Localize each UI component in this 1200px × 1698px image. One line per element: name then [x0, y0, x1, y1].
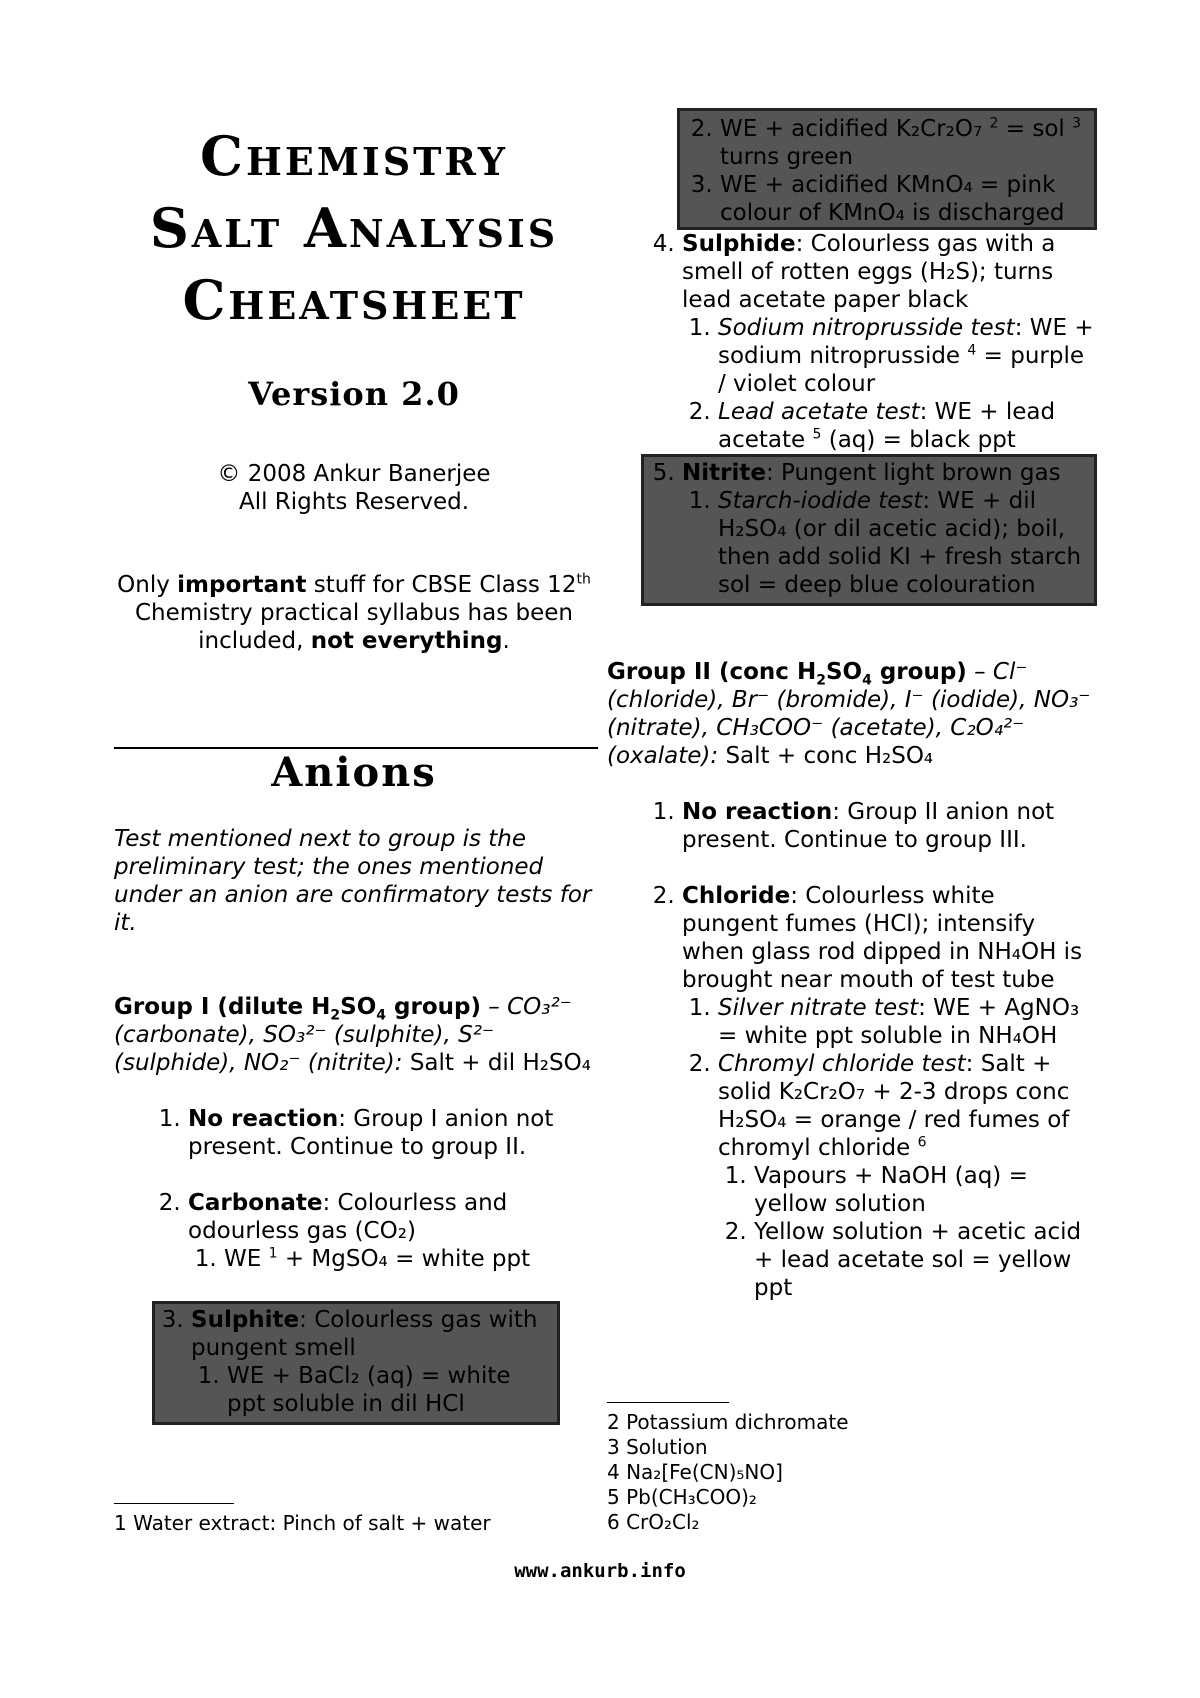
- version-label: Version 2.0: [248, 375, 460, 413]
- list-item: 1. Starch-iodide test: WE + dil H₂SO₄ (or dil acetic acid); boil, then add solid KI + fresh starch sol = deep blue colouration: [718, 487, 1094, 599]
- anions-heading: Anions: [271, 749, 437, 796]
- title-line-2: Salt Analysis: [149, 196, 559, 260]
- list-item: 1. Vapours + NaOH (aq) = yellow solution: [754, 1162, 1097, 1218]
- group-2-heading: [607, 658, 1097, 770]
- intro-text: .: [502, 628, 510, 654]
- list-item: 2. Chromyl chloride test: Salt + solid K₂Cr₂O₇ + 2-3 drops conc H₂SO₄ = orange / red fumes of chromyl chloride $^6$ 1. Vapours + NaOH (aq) = yellow solution 2. Yellow solution + acetic acid + lead acetate sol = yellow ppt: [718, 1050, 1097, 1302]
- group-1-test: Salt + dil H₂SO₄: [402, 1050, 591, 1076]
- sulphite-tests: [191, 1362, 555, 1418]
- footer-url: www.ankurb.info: [514, 1560, 686, 1582]
- group-2-anions: – Cl⁻ (chloride), Br⁻ (bromide), I⁻ (iodide), NO₃⁻ (nitrate), CH₃COO⁻ (acetate), C₂O₄²⁻ (oxalate):: [607, 659, 1091, 769]
- footnote-rule-right: [607, 1402, 729, 1403]
- section-divider: [114, 747, 598, 749]
- sulphide-tests: [682, 314, 1097, 454]
- list-item: 1. WE $^1$ + MgSO₄ = white ppt: [224, 1245, 594, 1273]
- list-item: 4. Sulphide: Colourless gas with a smell of rotten eggs (H₂S); turns lead acetate paper black 1. Sodium nitroprusside test: WE + sodium nitroprusside $^4$ = purple / violet colour 2. Lead acetate test: WE + lead acetate $^5$ (aq) = black ppt: [682, 230, 1097, 454]
- anions-note: Test mentioned next to group is the preliminary test; the ones mentioned under an anion are confirmatory tests for it.: [114, 826, 592, 936]
- footnote-3: 3 Solution: [607, 1435, 708, 1459]
- group-1-list-continued: [607, 230, 1097, 454]
- copyright-line-1: © 2008 Ankur Banerjee: [217, 461, 491, 487]
- chromyl-chloride-steps: [718, 1162, 1097, 1302]
- list-item: 2. Lead acetate test: WE + lead acetate $^5$ (aq) = black ppt: [718, 398, 1097, 454]
- sulphite-continued-box: [677, 108, 1097, 230]
- list-item: 2. Chloride: Colourless white pungent fumes (HCl); intensify when glass rod dipped in NH₄OH is brought near mouth of test tube 1. Silver nitrate test: WE + AgNO₃ = white ppt soluble in NH₄OH 2. Chromyl chloride test: Salt + solid K₂Cr₂O₇ + 2-3 drops conc H₂SO₄ = orange / red fumes of chromyl chloride $^6$ 1. Vapours + NaOH (aq) = yellow solution 2. Yellow solution + acetic acid + lead acetate sol = yellow ppt: [682, 882, 1097, 1302]
- intro-sup: th: [576, 571, 591, 588]
- group-2-name: Group II (conc $H_2SO_4$ group): [607, 659, 967, 689]
- sulphite-tests-continued: [680, 115, 1094, 227]
- footnotes-right: [607, 1410, 849, 1535]
- list-item: 1. Silver nitrate test: WE + AgNO₃ = white ppt soluble in NH₄OH: [718, 994, 1097, 1050]
- nitrite-tests: [682, 487, 1094, 599]
- footnote-2: 2 Potassium dichromate: [607, 1410, 849, 1434]
- sulphite-box: [152, 1301, 560, 1425]
- list-item: 1. Sodium nitroprusside test: WE + sodium nitroprusside $^4$ = purple / violet colour: [718, 314, 1097, 398]
- list-item: 2. Yellow solution + acetic acid + lead acetate sol = yellow ppt: [754, 1218, 1097, 1302]
- list-item: 2. Carbonate: Colourless and odourless gas (CO₂) 1. WE $^1$ + MgSO₄ = white ppt: [188, 1189, 594, 1273]
- title-line-1: Chemistry: [200, 124, 508, 188]
- intro-text: Chemistry practical syllabus has been included,: [135, 600, 573, 654]
- footnote-6: 6 CrO₂Cl₂: [607, 1510, 700, 1534]
- title-line-3: Cheatsheet: [182, 268, 526, 332]
- footnote-1: 1 Water extract: Pinch of salt + water: [114, 1511, 491, 1535]
- list-item: 5. Nitrite: Pungent light brown gas 1. Starch-iodide test: WE + dil H₂SO₄ (or dil acetic acid); boil, then add solid KI + fresh starch sol = deep blue colouration: [682, 459, 1094, 599]
- sulphite-list: [155, 1306, 555, 1418]
- copyright-line-2: All Rights Reserved.: [238, 489, 470, 515]
- intro-bold: not everything: [310, 628, 503, 654]
- group-1-heading: [114, 993, 594, 1077]
- footnote-rule-left: [114, 1503, 234, 1504]
- list-item: 1. No reaction: Group I anion not present. Continue to group II.: [188, 1105, 594, 1161]
- list-item: 3. WE + acidified KMnO₄ = pink colour of KMnO₄ is discharged: [720, 171, 1094, 227]
- list-item: 1. No reaction: Group II anion not present. Continue to group III.: [682, 798, 1097, 854]
- intro-text: stuff for CBSE Class 12: [306, 572, 577, 598]
- chloride-tests: [682, 994, 1097, 1302]
- copyright-block: [114, 460, 594, 516]
- nitrite-box: [641, 454, 1097, 606]
- nitrite-list: [644, 459, 1094, 599]
- right-column: [607, 108, 1097, 1302]
- group-2-test: Salt + conc H₂SO₄: [718, 743, 934, 769]
- list-item: 2. WE + acidified K₂Cr₂O₇ $^2$ = sol $^3$ turns green: [720, 115, 1094, 171]
- footnote-5: 5 Pb(CH₃COO)₂: [607, 1485, 757, 1509]
- carbonate-tests: [188, 1245, 594, 1273]
- group-2-list: [607, 798, 1097, 1302]
- list-item: 1. WE + BaCl₂ (aq) = white ppt soluble in dil HCl: [227, 1362, 555, 1418]
- intro-bold: important: [177, 572, 307, 598]
- document-title: [114, 120, 594, 336]
- intro-paragraph: [114, 571, 594, 655]
- group-1-name: Group I (dilute $H_2SO_4$ group): [114, 994, 481, 1024]
- intro-text: Only: [117, 572, 178, 598]
- group-1-list: [114, 1105, 594, 1273]
- group-1-anions: – CO₃²⁻ (carbonate), SO₃²⁻ (sulphite), S²⁻ (sulphide), NO₂⁻ (nitrite):: [114, 994, 572, 1076]
- footnote-4: 4 Na₂[Fe(CN)₅NO]: [607, 1460, 783, 1484]
- left-column: [114, 120, 594, 1425]
- list-item: 3. Sulphite: Colourless gas with pungent smell 1. WE + BaCl₂ (aq) = white ppt soluble in dil HCl: [191, 1306, 555, 1418]
